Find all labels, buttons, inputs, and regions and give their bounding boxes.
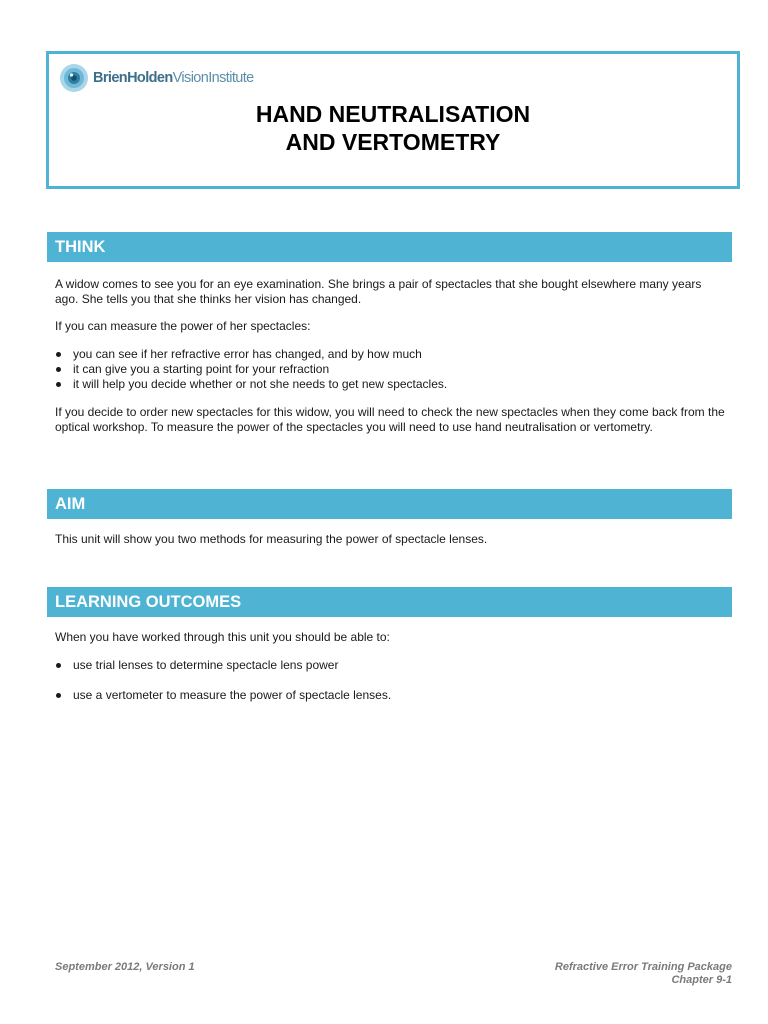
list-item: you can see if her refractive error has changed, and by how much — [55, 347, 725, 362]
footer-version: September 2012, Version 1 — [55, 961, 195, 973]
logo-wordmark: BrienHoldenVisionInstitute — [93, 70, 254, 86]
think-heading: THINK — [47, 232, 732, 262]
title-box — [46, 51, 740, 189]
think-bullet-list — [55, 347, 725, 392]
page-title-line-2: AND VERTOMETRY — [285, 129, 501, 155]
footer-package-title: Refractive Error Training Package — [554, 961, 732, 973]
bullet-icon — [56, 367, 61, 372]
list-item: use a vertometer to measure the power of spectacle lenses. — [55, 688, 725, 703]
bullet-icon — [56, 693, 61, 698]
think-paragraph-2: If you can measure the power of her spectacles: — [55, 319, 311, 333]
eye-logo-icon — [59, 63, 89, 93]
footer-chapter-number: Chapter 9-1 — [671, 974, 732, 986]
page-title-line-1: HAND NEUTRALISATION — [255, 101, 531, 127]
bullet-icon — [56, 352, 61, 357]
aim-paragraph: This unit will show you two methods for measuring the power of spectacle lenses. — [55, 532, 488, 546]
bullet-icon — [56, 663, 61, 668]
bullet-icon — [56, 382, 61, 387]
learning-outcomes-intro: When you have worked through this unit you should be able to: — [55, 630, 390, 644]
think-paragraph-1: A widow comes to see you for an eye examination. She brings a pair of spectacles that she bought elsewhere many years ago. She tells you that she thinks her vision has changed. — [55, 277, 702, 306]
learning-outcomes-heading: LEARNING OUTCOMES — [47, 587, 732, 617]
page-title — [49, 100, 737, 156]
think-paragraph-3: If you decide to order new spectacles for this widow, you will need to check the new spectacles when they come back from the optical workshop. To measure the power of the spectacles you will need to use hand neutralisation or vertometry. — [55, 405, 725, 434]
aim-heading: AIM — [47, 489, 732, 519]
learning-outcomes-bullet-list — [55, 658, 725, 703]
list-item: it will help you decide whether or not she needs to get new spectacles. — [55, 377, 725, 392]
list-item: use trial lenses to determine spectacle lens power — [55, 658, 725, 673]
list-item: it can give you a starting point for your refraction — [55, 362, 725, 377]
logo — [59, 63, 254, 93]
footer-chapter — [555, 961, 732, 987]
